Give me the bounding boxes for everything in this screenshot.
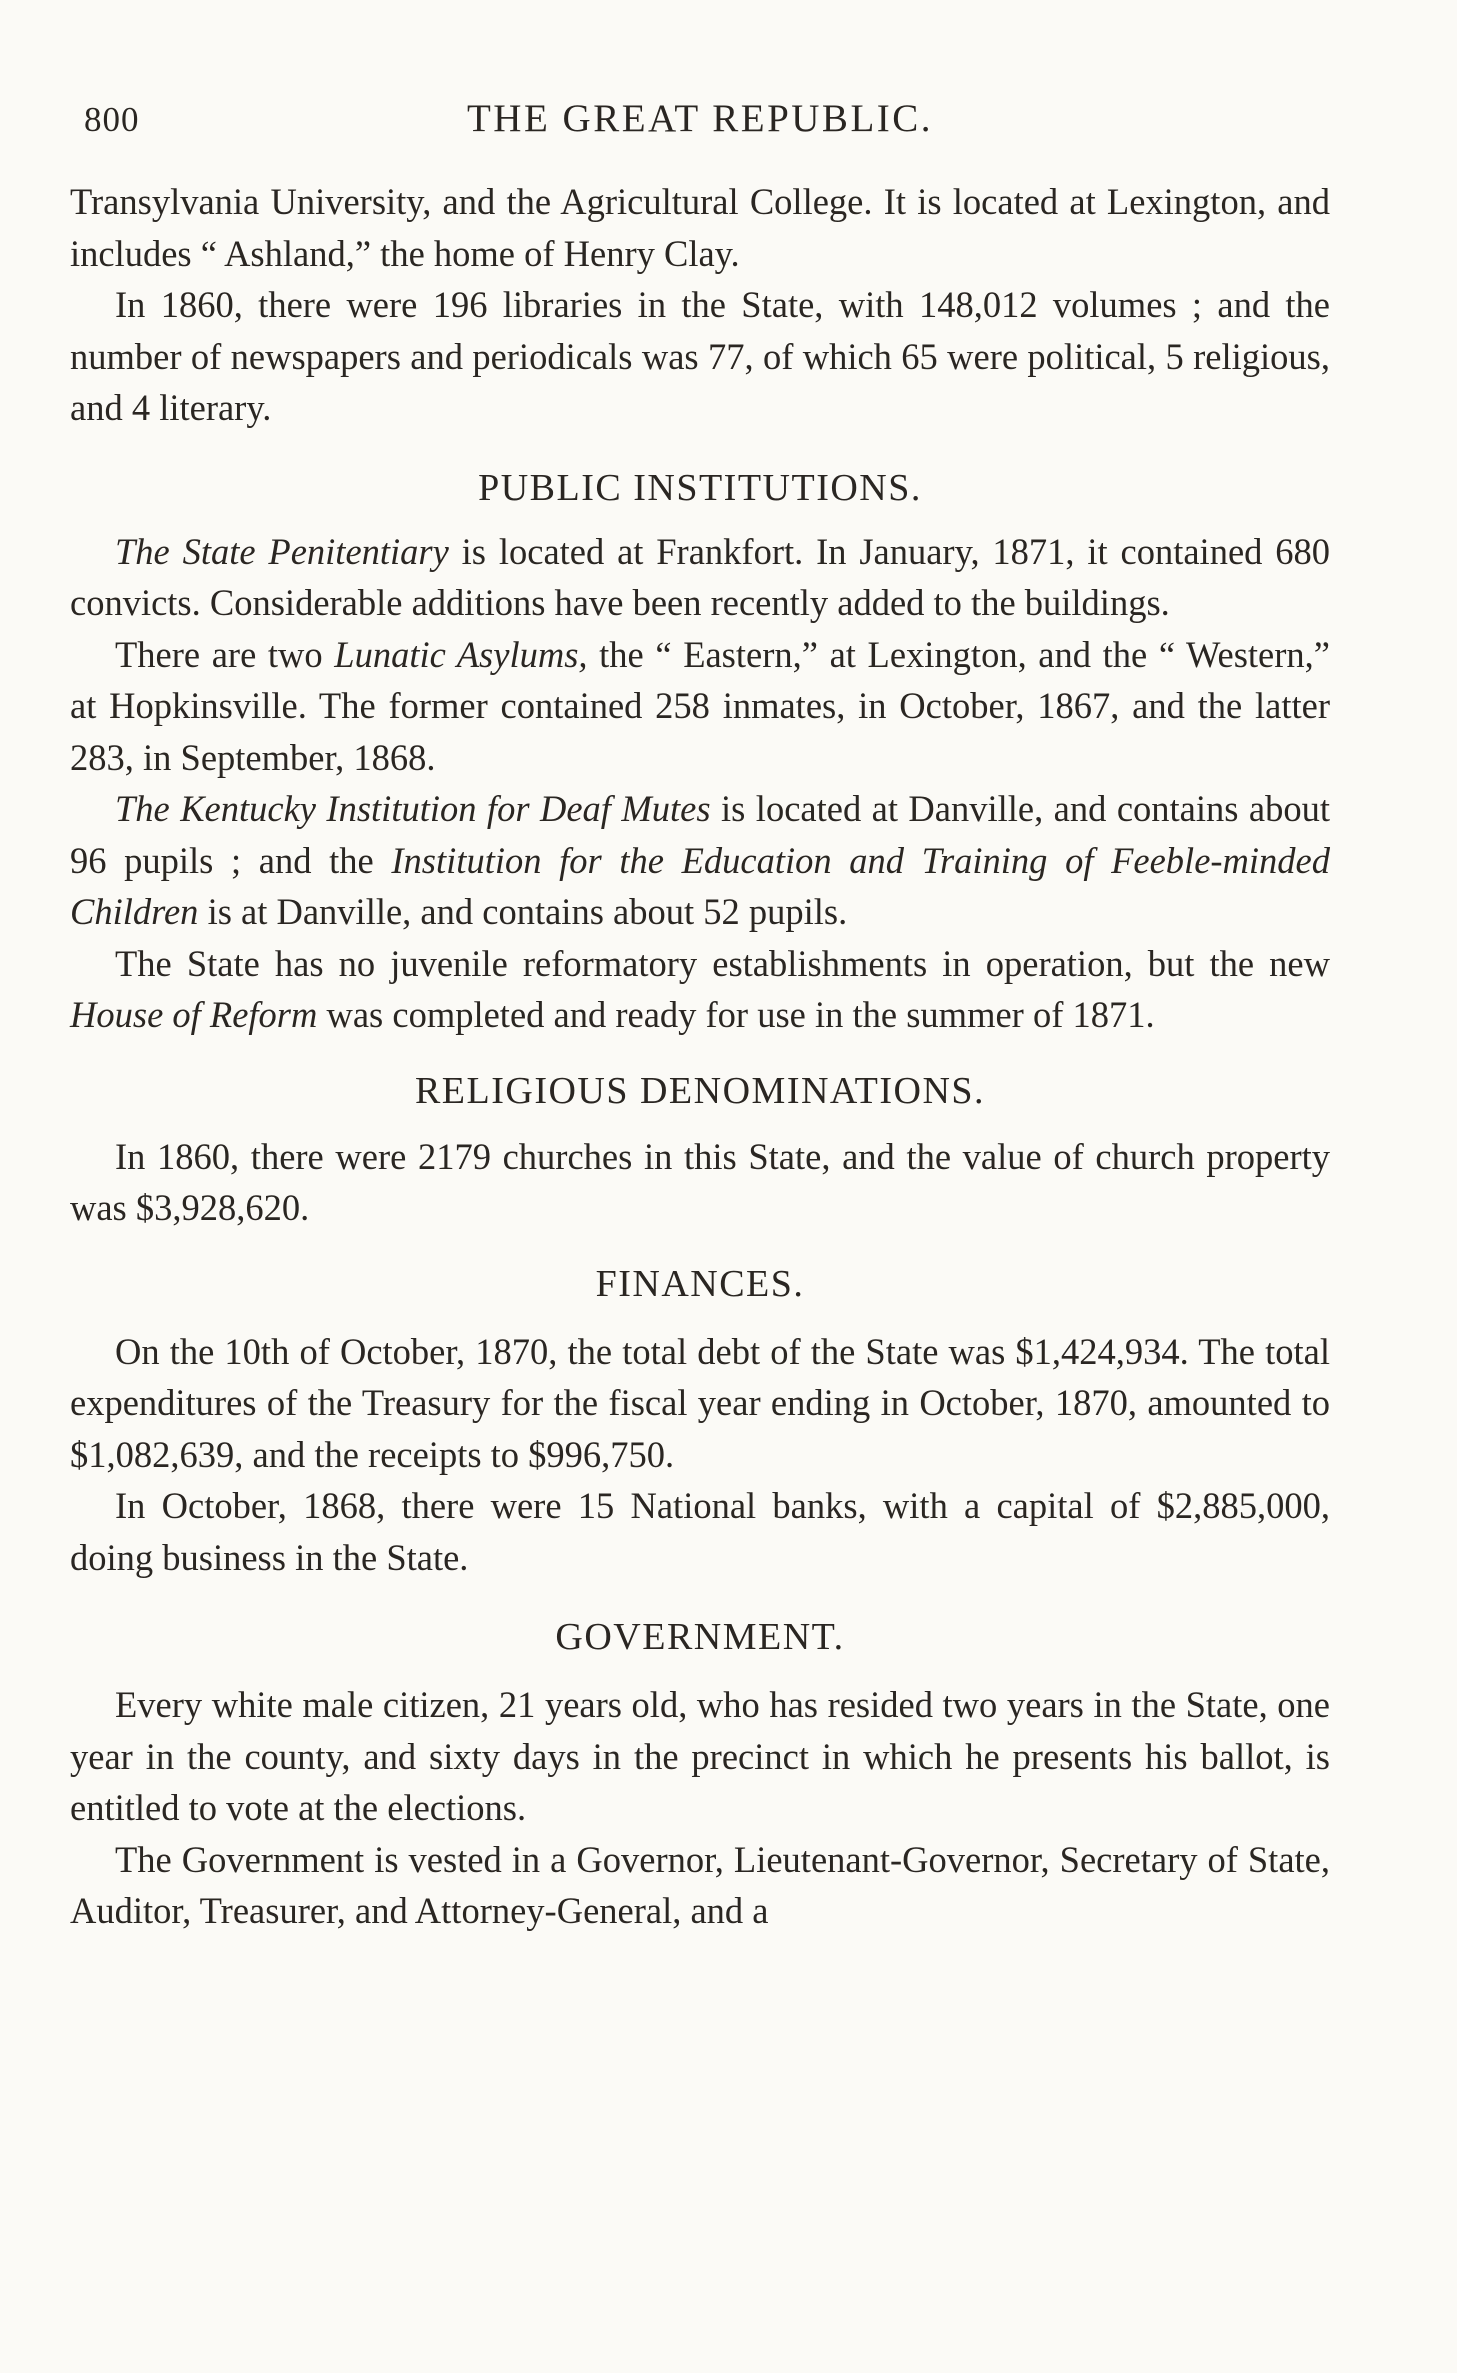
paragraph-libraries: In 1860, there were 196 libraries in the State, with 148,012 volumes ; and the number of newspapers and periodicals was 77, of which 65 were political, 5 religious, and 4 literary. (70, 284, 1330, 428)
paragraph-debt: On the 10th of October, 1870, the total debt of the State was $1,424,934. The total expenditures of the Treasury for the fiscal year ending in October, 1870, amounted to $1,082,639, and the receipts to $996,750. (70, 1330, 1330, 1475)
paragraph-voting: Every white male citizen, 21 years old, who has resided two years in the State, one year in the county, and sixty days in the precinct in which he presents his ballot, is entitled to vote at the elections. (70, 1684, 1330, 1828)
paragraph-continued: Transylvania University, and the Agricultural College. It is located at Lexington, and includes “ Ashland,” the home of Henry Clay. (70, 181, 1330, 274)
running-title: THE GREAT REPUBLIC. (466, 97, 934, 140)
heading-public-institutions: PUBLIC INSTITUTIONS. (478, 466, 922, 509)
paragraph-text: is located at Frankfort. In January, 1871, it contained 680 convicts. Considerable additions have been recently added to the buildings. (70, 530, 1330, 623)
italic-term: House of Reform (70, 994, 318, 1035)
paragraph-officers: The Government is vested in a Governor, Lieutenant-Governor, Secretary of State, Auditor, Treasurer, and Attorney-General, and a (70, 1838, 1330, 1931)
paragraph-text: The State has no juvenile reformatory establishments in operation, but the new (115, 942, 1330, 984)
italic-term: The Kentucky Institution for Deaf Mutes (115, 788, 711, 829)
heading-finances: FINANCES. (595, 1262, 805, 1305)
paragraph-text: was completed and ready for use in the summer of 1871. (317, 994, 1155, 1035)
paragraph-deaf-mutes (70, 783, 1330, 938)
paragraph-reform (70, 938, 1330, 1041)
heading-government: GOVERNMENT. (555, 1616, 845, 1658)
running-head (70, 92, 1330, 154)
heading-religious-denominations: RELIGIOUS DENOMINATIONS. (414, 1069, 986, 1112)
paragraph-asylums (70, 629, 1330, 784)
paragraph-penitentiary (70, 526, 1330, 629)
page-text (70, 92, 1330, 1937)
paragraph-text: the “ Eastern,” at Lexington, and the “ Western,” at Hopkinsville. The former contained 258 inmates, in October, 1867, and the latter 283, in September, 1868. (70, 633, 1330, 778)
paragraph-text: There are two (115, 633, 335, 675)
page-number: 800 (84, 100, 140, 139)
paragraph-banks: In October, 1868, there were 15 National banks, with a capital of $2,885,000, doing business in the State. (70, 1485, 1330, 1578)
italic-term: Lunatic Asylums, (334, 633, 588, 675)
paragraph-churches: In 1860, there were 2179 churches in this State, and the value of church property was $3,928,620. (70, 1135, 1330, 1228)
italic-term: The State Penitentiary (115, 530, 449, 572)
paragraph-text: is located at Danville, and contains about 96 pupils ; and the (70, 788, 1330, 881)
paragraph-text: is at Danville, and contains about 52 pupils. (198, 891, 848, 932)
italic-term: Institution for the Education and Training of Feeble-minded Children (70, 839, 1331, 932)
